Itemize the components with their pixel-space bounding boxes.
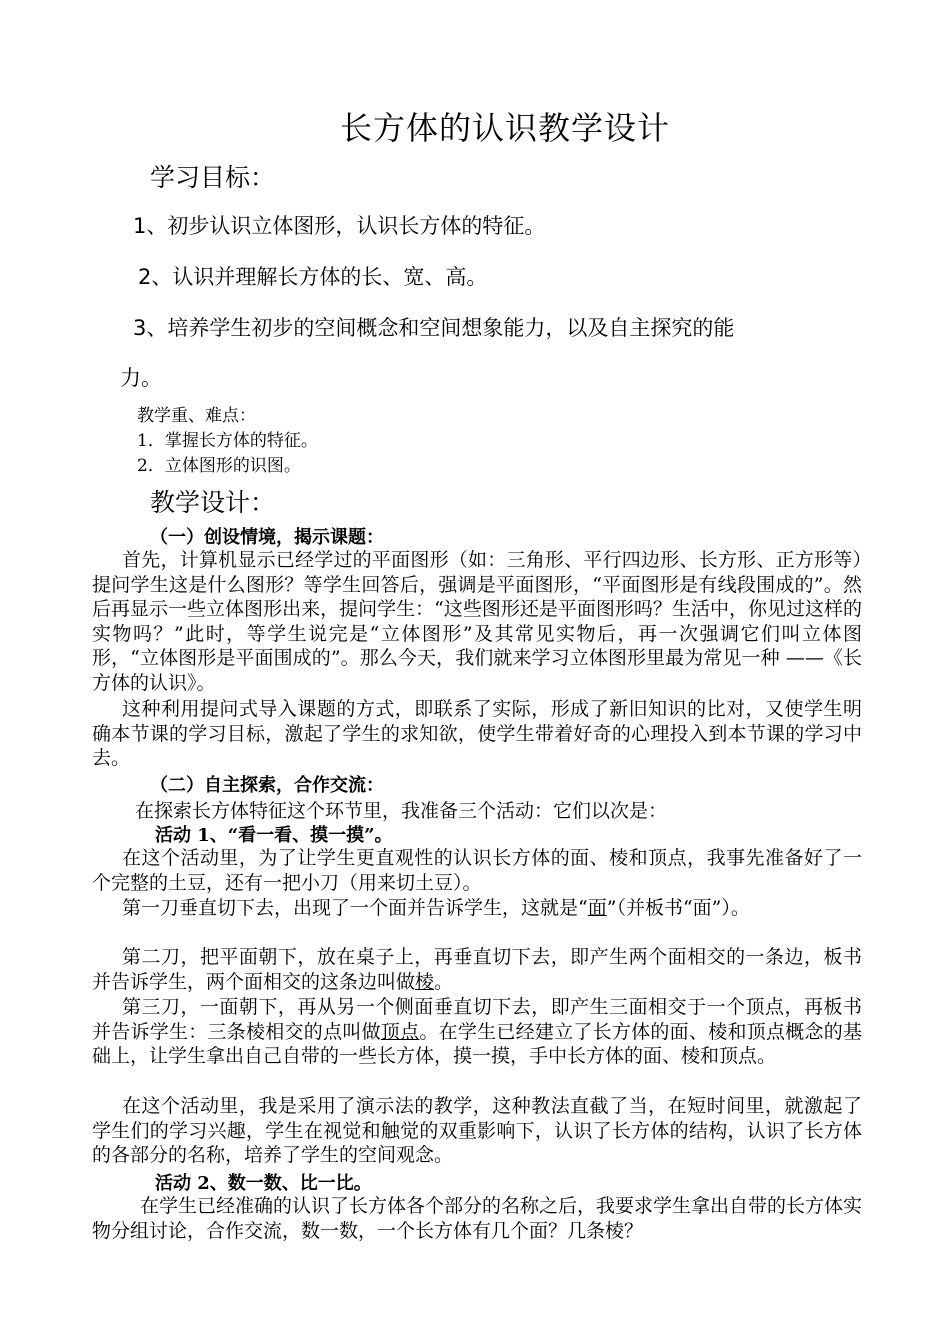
- activity-1-paragraph: [92, 896, 862, 921]
- section-1-heading: （一）创设情境，揭示课题：: [150, 527, 384, 548]
- text-run: 。: [434, 970, 454, 993]
- term-edge: 棱: [415, 970, 435, 993]
- section-1-paragraph: 这种利用提问式导入课题的方式，即联系了实际，形成了新旧知识的比对，又使学生明确本节课的学习目标，激起了学生的求知欲，使学生带着好奇的心理投入到本节课的学习中去。: [92, 698, 862, 770]
- objective-item: 1、初步认识立体图形，认识长方体的特征。: [133, 214, 546, 238]
- text-run: 第二刀，把平面朝下，放在桌子上，再垂直切下去，即产生两个面相交的一条边，板书并告诉学生，两个面相交的这条边叫做: [92, 946, 862, 993]
- activity-1-paragraph: 在这个活动里，我是采用了演示法的教学，这种教法直截了当，在短时间里，就激起了学生们的学习兴趣，学生在视觉和触觉的双重影响下，认识了长方体的结构，认识了长方体的各部分的名称，培养了学生的空间观念。: [92, 1095, 862, 1167]
- text-run: 第一刀垂直切下去，出现了一个面并告诉学生，这就是“: [122, 897, 588, 919]
- text-run: 第三刀，一面朝下，再从另一个侧面垂直切下去，即产生三面相交于一个顶点，再板书并告诉学生：三条棱相交的点叫做: [92, 996, 862, 1043]
- section-2-heading: （二）自主探索，合作交流：: [150, 775, 384, 796]
- objective-item: 力。: [120, 366, 162, 390]
- objective-item: 2、认识并理解长方体的长、宽、高。: [138, 265, 488, 289]
- activity-1-paragraph: 在这个活动里，为了让学生更直观性的认识长方体的面、棱和顶点，我事先准备好了一个完整的土豆，还有一把小刀（用来切土豆）。: [92, 847, 862, 894]
- activity-1-paragraph: [92, 945, 862, 994]
- section-2-intro: 在探索长方体特征这个环节里，我准备三个活动：它们以次是：: [135, 800, 668, 822]
- document-title: 长方体的认识教学设计: [340, 109, 671, 147]
- objective-item: 3、培养学生初步的空间概念和空间想象能力，以及自主探究的能: [133, 316, 735, 340]
- section-1-paragraph: 首先，计算机显示已经学过的平面图形（如：三角形、平行四边形、长方形、正方形等）提问学生这是什么图形？等学生回答后，强调是平面图形，“平面图形是有线段围成的”。然后再显示一些立体图形出来，提问学生：“这些图形还是平面图形吗？生活中，你见过这样的实物吗？”此时，等学生说完是“立体图形”及其常见实物后，再一次强调它们叫立体图形，“立体图形是平面围成的”。那么今天，我们就来学习立体图形里最为常见一种 ——《长方体的认识》。: [92, 549, 862, 694]
- text-run: 。在学生已经建立了长方体的面、棱和顶点概念的基础上，让学生拿出自己自带的一些长方体，摸一摸，手中长方体的面、棱和顶点。: [92, 1020, 862, 1068]
- activity-2-heading: 活动 2、数一数、比一比。: [155, 1173, 372, 1194]
- term-vertex: 顶点: [380, 1020, 420, 1043]
- design-heading: 教学设计：: [150, 488, 276, 517]
- activity-1-heading: 活动 1、“看一看、摸一摸”。: [155, 825, 393, 846]
- term-face: 面: [587, 897, 607, 919]
- objectives-heading: 学习目标：: [150, 163, 276, 192]
- text-run: ”（并板书“面”）。: [606, 897, 750, 919]
- activity-2-paragraph: 在学生已经准确的认识了长方体各个部分的名称之后，我要求学生拿出自带的长方体实物分组讨论，合作交流，数一数，一个长方体有几个面？几条棱？: [92, 1195, 863, 1242]
- activity-1-paragraph: [92, 995, 862, 1069]
- key-point-item: 1．掌握长方体的特征。: [137, 431, 318, 451]
- key-point-item: 2．立体图形的识图。: [137, 456, 301, 476]
- key-points-heading: 教学重、难点：: [137, 406, 256, 426]
